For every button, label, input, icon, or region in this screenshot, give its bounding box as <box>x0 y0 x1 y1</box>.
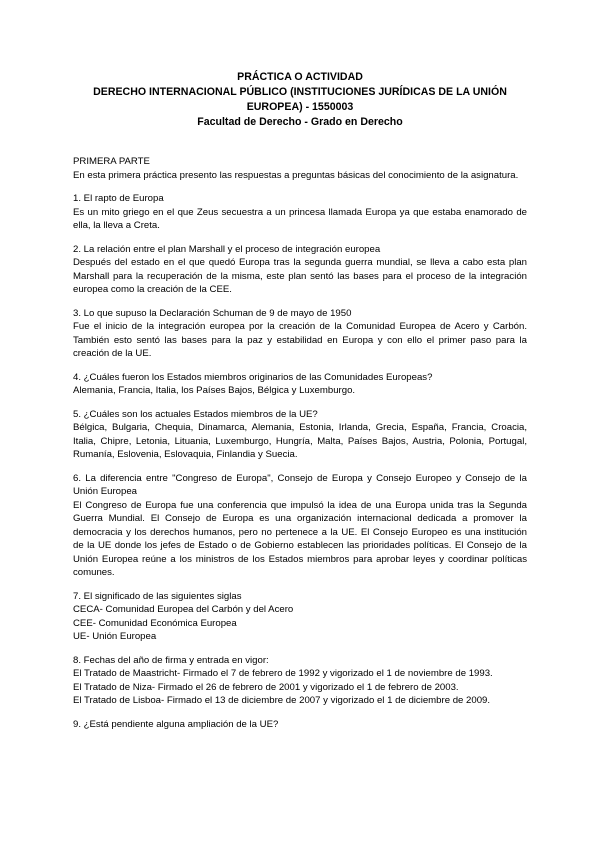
intro-section <box>73 155 527 182</box>
question-9 <box>73 718 527 732</box>
question-answer: Después del estado en el que quedó Europa tras la segunda guerra mundial, se lleva a cabo esta plan Marshall para la recuperación de la misma, este plan sentó las bases para el proceso de la integración europea como la creación de la CEE. <box>73 257 527 295</box>
question-title: 4. ¿Cuáles fueron los Estados miembros originarios de las Comunidades Europeas? <box>73 371 433 383</box>
header-faculty: Facultad de Derecho - Grado en Derecho <box>197 116 403 128</box>
question-title: 7. El significado de las siguientes siglas <box>73 590 242 602</box>
treaty-item: El Tratado de Lisboa- Firmado el 13 de diciembre de 2007 y vigorizado el 1 de diciembre de 2009. <box>73 695 491 706</box>
intro-paragraph: En esta primera práctica presento las respuestas a preguntas básicas del conocimiento de la asignatura. <box>73 169 519 181</box>
header-course: DERECHO INTERNACIONAL PÚBLICO (INSTITUCIONES JURÍDICAS DE LA UNIÓN EUROPEA) - 1550003 <box>93 86 507 113</box>
question-1 <box>73 192 527 233</box>
question-title: 9. ¿Está pendiente alguna ampliación de la UE? <box>73 718 279 730</box>
question-answer: Alemania, Francia, Italia, los Países Bajos, Bélgica y Luxemburgo. <box>73 385 356 396</box>
question-2 <box>73 243 527 297</box>
acronym-item: CEE- Comunidad Económica Europea <box>73 617 237 629</box>
question-title: 5. ¿Cuáles son los actuales Estados miembros de la UE? <box>73 408 318 420</box>
document-body <box>73 155 527 741</box>
acronym-item: CECA- Comunidad Europea del Carbón y del Acero <box>73 604 294 615</box>
question-title: 3. Lo que supuso la Declaración Schuman de 9 de mayo de 1950 <box>73 307 352 319</box>
question-answer: Bélgica, Bulgaria, Chequia, Dinamarca, Alemania, Estonia, Irlanda, Grecia, España, Francia, Croacia, Italia, Chipre, Letonia, Lituania, Luxemburgo, Hungría, Malta, Países Bajos, Austria, Polonia, Portugal, Rumanía, Eslovenia, Eslovaquia, Finlandia y Suecia. <box>73 422 527 460</box>
question-answer: Fue el inicio de la integración europea por la creación de la Comunidad Europea de Acero y Carbón. También esto sentó las bases para la paz y estabilidad en Europa y con ello el primer paso para la creación de la UE. <box>73 321 527 359</box>
question-answer: El Congreso de Europa fue una conferencia que impulsó la idea de una Europa unida tras la Segunda Guerra Mundial. El Consejo de Europa es una organización internacional dedicada a promover la democracia y los derechos humanos, pero no pertenece a la UE. El Consejo Europeo es una institución de la UE donde los jefes de Estado o de Gobierno establecen las prioridades políticas. El Consejo de la Unión Europea reúne a los ministros de los Estados miembros para aprobar leyes y coordinar políticas comunes. <box>73 499 527 578</box>
document-header <box>70 70 530 130</box>
question-answer: Es un mito griego en el que Zeus secuestra a un princesa llamada Europa ya que estaba enamorado de ella, la lleva a Creta. <box>73 206 527 231</box>
question-3 <box>73 307 527 361</box>
treaty-item: El Tratado de Maastricht- Firmado el 7 de febrero de 1992 y vigorizado el 1 de noviembre de 1993. <box>73 668 493 679</box>
acronym-item: UE- Unión Europea <box>73 631 157 642</box>
question-5 <box>73 408 527 462</box>
question-title: 8. Fechas del año de firma y entrada en vigor: <box>73 654 269 666</box>
question-7 <box>73 590 527 644</box>
question-8 <box>73 654 527 708</box>
treaty-item: El Tratado de Niza- Firmado el 26 de febrero de 2001 y vigorizado el 1 de febrero de 2003. <box>73 681 459 693</box>
header-title: PRÁCTICA O ACTIVIDAD <box>237 71 363 83</box>
section-heading: PRIMERA PARTE <box>73 156 150 167</box>
question-title: 1. El rapto de Europa <box>73 193 164 204</box>
question-4 <box>73 371 527 398</box>
question-title: 2. La relación entre el plan Marshall y el proceso de integración europea <box>73 243 381 255</box>
question-6 <box>73 472 527 580</box>
question-title: 6. La diferencia entre "Congreso de Europa", Consejo de Europa y Consejo Europeo y Consejo de la Unión Europea <box>73 472 527 497</box>
